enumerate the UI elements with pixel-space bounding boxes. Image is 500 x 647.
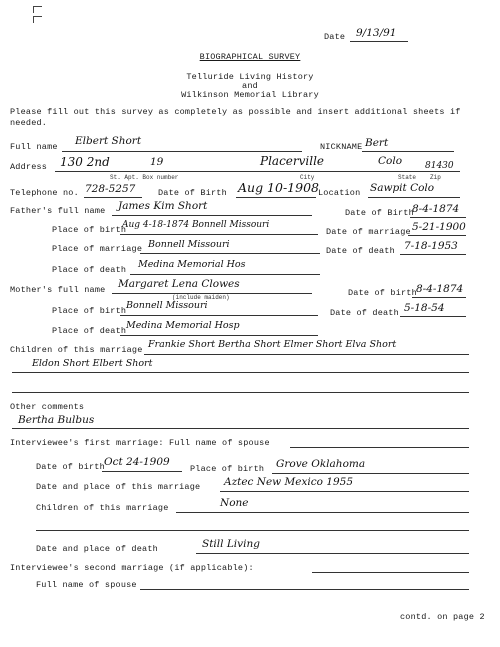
mother-dob-value: 8-4-1874 [416, 283, 464, 295]
address-street: 130 2nd [60, 155, 110, 169]
address-state: Colo [378, 155, 403, 167]
address-caption-state: State [398, 174, 417, 181]
mother-pob-label: Place of birth [52, 306, 127, 316]
children-label: Children of this marriage [10, 345, 143, 355]
date-label: Date [324, 32, 346, 42]
father-pom-value: Bonnell Missouri [148, 239, 230, 250]
header-line-1: Telluride Living History [186, 72, 314, 82]
mother-dod-label: Date of death [330, 308, 399, 318]
address-caption-street: St. Apt. Box number [110, 174, 179, 181]
full-name-line[interactable] [62, 151, 302, 152]
full-name-value: Elbert Short [75, 135, 142, 147]
father-dod-line[interactable] [400, 254, 466, 255]
location-value: Sawpit Colo [370, 182, 435, 194]
location-label: Location [318, 188, 361, 198]
father-name-line[interactable] [112, 215, 312, 216]
father-pob-line[interactable] [120, 234, 318, 235]
address-caption-city: City [300, 174, 315, 181]
father-pob-label: Place of birth [52, 225, 127, 235]
corner-mark [33, 16, 42, 23]
header-line-2: and [242, 81, 258, 91]
father-pod-value: Medina Memorial Hos [138, 259, 246, 270]
father-dom-label: Date of marriage [326, 227, 411, 237]
continued-label: contd. on page 2 [400, 612, 485, 622]
other-comments-label: Other comments [10, 402, 85, 412]
second-spouse-line[interactable] [140, 589, 469, 590]
spouse-dob-value: Oct 24-1909 [104, 456, 170, 468]
children-value-2: Eldon Short Elbert Short [32, 358, 153, 369]
father-pod-line[interactable] [130, 274, 320, 275]
mother-name-value: Margaret Lena Clowes [118, 278, 240, 290]
telephone-value: 728-5257 [85, 183, 136, 195]
father-dob-line[interactable] [410, 217, 466, 218]
father-pod-label: Place of death [52, 265, 127, 275]
father-name-label: Father's full name [10, 206, 106, 216]
mother-dod-line[interactable] [400, 316, 466, 317]
address-zip: 81430 [425, 161, 454, 171]
corner-mark [33, 6, 42, 13]
nickname-line[interactable] [362, 151, 454, 152]
father-dod-label: Date of death [326, 246, 395, 256]
date-place-marriage-value: Aztec New Mexico 1955 [224, 476, 353, 488]
father-name-value: James Kim Short [118, 200, 208, 212]
date-place-marriage-line[interactable] [220, 491, 469, 492]
instructions: Please fill out this survey as completely as possible and insert additional sheets if needed. [10, 107, 461, 128]
survey-title: BIOGRAPHICAL SURVEY [199, 52, 301, 62]
children-value-1: Frankie Short Bertha Short Elmer Short Elva Short [148, 339, 397, 350]
death-value: Still Living [202, 538, 260, 550]
father-pob-value: Aug 4-18-1874 Bonnell Missouri [122, 220, 270, 230]
children-line-3[interactable] [12, 392, 469, 393]
mother-pod-line[interactable] [120, 335, 318, 336]
other-comments-value: Bertha Bulbus [18, 414, 95, 426]
mother-pod-value: Medina Memorial Hosp [126, 320, 240, 331]
death-label: Date and place of death [36, 544, 158, 554]
address-label: Address [10, 162, 48, 172]
father-dob-value: 8-4-1874 [412, 203, 460, 215]
death-line[interactable] [196, 553, 469, 554]
header-line-3: Wilkinson Memorial Library [181, 90, 319, 100]
mother-caption: (include maiden) [172, 294, 230, 301]
father-pom-label: Place of marriage [52, 244, 143, 254]
address-line[interactable] [55, 171, 460, 172]
mother-dob-label: Date of birth [348, 288, 417, 298]
mother-name-label: Mother's full name [10, 285, 106, 295]
mother-dob-line[interactable] [412, 297, 466, 298]
address-city: Placerville [260, 154, 325, 168]
mother-dod-value: 5-18-54 [404, 302, 445, 314]
second-marriage-label: Interviewee's second marriage (if applicable): [10, 563, 254, 573]
nickname-label: NICKNAME [320, 142, 363, 152]
mother-pod-label: Place of death [52, 326, 127, 336]
address-apt: 19 [150, 156, 164, 168]
dob-line[interactable] [236, 197, 316, 198]
dob-label: Date of Birth [158, 188, 227, 198]
children-this-marriage-line[interactable] [176, 512, 469, 513]
father-pom-line[interactable] [140, 253, 320, 254]
mother-pob-line[interactable] [120, 315, 318, 316]
date-place-marriage-label: Date and place of this marriage [36, 482, 201, 492]
children-line-2[interactable] [12, 372, 469, 373]
spouse-dob-label: Date of birth [36, 462, 105, 472]
spouse-pob-value: Grove Oklahoma [276, 458, 366, 470]
nickname-value: Bert [365, 137, 389, 149]
children-this-marriage-value: None [220, 497, 249, 509]
spouse-dob-line[interactable] [102, 471, 182, 472]
father-dob-label: Date of Birth [345, 208, 414, 218]
second-spouse-label: Full name of spouse [36, 580, 137, 590]
location-line[interactable] [368, 197, 460, 198]
second-marriage-line[interactable] [312, 572, 469, 573]
father-dod-value: 7-18-1953 [404, 240, 458, 252]
telephone-line[interactable] [84, 197, 142, 198]
dob-value: Aug 10-1908 [238, 180, 319, 195]
father-dom-value: 5-21-1900 [412, 221, 466, 233]
first-marriage-label: Interviewee's first marriage: Full name of spouse [10, 438, 270, 448]
date-line [350, 41, 408, 42]
children-extra-line[interactable] [36, 530, 469, 531]
full-name-label: Full name [10, 142, 58, 152]
first-spouse-line[interactable] [290, 447, 469, 448]
date-value: 9/13/91 [356, 27, 397, 39]
mother-pob-value: Bonnell Missouri [126, 300, 208, 311]
other-comments-line[interactable] [12, 428, 469, 429]
address-caption-zip: Zip [430, 174, 441, 181]
children-this-marriage-label: Children of this marriage [36, 503, 169, 513]
children-line-1[interactable] [144, 354, 469, 355]
spouse-pob-line[interactable] [272, 473, 469, 474]
father-dom-line[interactable] [408, 235, 466, 236]
spouse-pob-label: Place of birth [190, 464, 265, 474]
telephone-label: Telephone no. [10, 188, 79, 198]
